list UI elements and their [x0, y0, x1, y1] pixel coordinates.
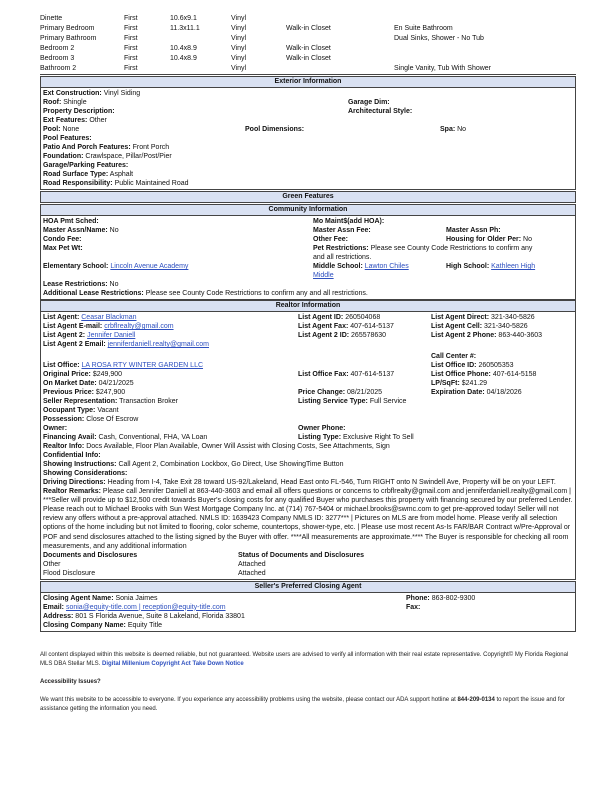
list-agent-direct-value: 321-340-5826 [491, 314, 535, 321]
list-agent-link[interactable]: Ceasar Blackman [81, 314, 137, 321]
label: On Market Date: [43, 380, 97, 387]
label: Elementary School: [43, 263, 109, 270]
label: Architectural Style: [348, 108, 413, 115]
room-dims: 10.4x8.9 [170, 45, 197, 52]
label: Pool Features: [43, 135, 92, 142]
ext-features-value: Other [89, 117, 107, 124]
room-row [40, 44, 576, 54]
patio-value: Front Porch [132, 144, 170, 151]
room-name: Dinette [40, 15, 63, 22]
exterior-header: Exterior Information [41, 76, 575, 88]
label: Listing Type: [298, 434, 342, 441]
foundation-value: Crawlspace, Pillar/Post/Pier [85, 153, 172, 160]
room-row [40, 34, 576, 44]
label: List Agent 2 Email: [43, 341, 106, 348]
label: Pool: [43, 126, 61, 133]
label: Confidential Info: [43, 452, 101, 459]
pet-restrictions-cont: and all restrictions. [313, 254, 372, 261]
green-header: Green Features [41, 191, 575, 203]
docs-header: Documents and Disclosures [43, 551, 138, 559]
room-features: Walk-in Closet [286, 55, 331, 62]
room-floor: Vinyl [231, 25, 247, 32]
label: Showing Instructions: [43, 461, 117, 468]
orig-price-value: $249,900 [92, 371, 123, 378]
closing-phone-value: 863-802-9300 [431, 594, 476, 602]
room-level: First [124, 55, 138, 62]
possession-value: Close Of Escrow [86, 416, 139, 423]
accessibility-text-1: We want this website to be accessible to everyone. If you experience any accessibility problems using the website, please contact our ADA support hotline at [40, 697, 456, 703]
listing-type-value: Exclusive Right To Sell [343, 434, 414, 441]
label: Closing Agent Name: [43, 594, 114, 602]
room-features: Walk-in Closet [286, 25, 331, 32]
label: List Agent: [43, 314, 80, 321]
label: Address: [43, 612, 74, 620]
spa-value: No [457, 126, 467, 133]
driving-directions [43, 478, 573, 487]
label: Additional Lease Restrictions: [43, 290, 144, 297]
label: List Agent 2: [43, 332, 86, 339]
list-agent2-email-link[interactable]: jenniferdaniell.realty@gmail.com [107, 341, 209, 348]
label: Driving Directions: [43, 479, 106, 486]
closing-email-link[interactable]: sonia@equity-title.com | reception@equity-title.com [65, 603, 226, 611]
label: Housing for Older Per: [446, 236, 522, 243]
room-level: First [124, 25, 138, 32]
label: Email: [43, 603, 65, 611]
closing-header: Seller's Preferred Closing Agent [41, 581, 575, 593]
closing-agent-value: Sonia Jaimes [115, 594, 158, 602]
label: Condo Fee: [43, 236, 82, 243]
room-dims: 10.4x8.9 [170, 55, 197, 62]
room-level: First [124, 45, 138, 52]
label: List Office Fax: [298, 371, 349, 378]
label: Owner: [43, 425, 68, 432]
label: List Agent E-mail: [43, 323, 103, 330]
ada-phone: 844-209-0134 [457, 697, 495, 703]
label: Showing Considerations: [43, 470, 128, 477]
list-agent-id-value: 260504068 [345, 314, 381, 321]
list-office-phone-value: 407-614-5158 [492, 371, 537, 378]
remarks-value: Please call Jennifer Daniell at 863-440-3603 and email all offers questions or concerns to crbflrealty@gmail.com and jenniferdaniell.realty@gmail.com | ***Seller will provide up to $12,500 credit towards Buyer's closing costs for any qualified Buyer who purchases this property with financing secured by our preferred Lender. Please reach out to Michael Brooks with Sun West Mortgage Company Inc. at (714) 767-5404 or michael.brooks@swmc.com to get pre-approved today! Seller will not review any offers without a pre-approval attached. NMLS ID: 1639423 Company NMLS ID: 3277*** | Pictures on MLS are from model home. Please verify all selection options of the home including but not limited to flooring, color scheme, countertops, shower-type, etc. | Please use most recent As-Is FAR/BAR Contract w/Pre-Approval or POF and send disclosures attached to the listing signed by the Buyer with offer. ****All measurements are approximate.**** The Buyer is responsible for checking all room measurements, and any additional information [43, 488, 573, 550]
room-name: Bedroom 3 [40, 55, 75, 62]
realtor-remarks [43, 487, 573, 551]
listing-service-value: Full Service [369, 398, 407, 405]
room-floor: Vinyl [231, 35, 247, 42]
doc-status: Attached [238, 569, 266, 577]
label: Garage/Parking Features: [43, 162, 129, 169]
room-name: Primary Bedroom [40, 25, 95, 32]
list-office-id-value: 260505353 [478, 362, 514, 369]
realtor-header: Realtor Information [41, 300, 575, 312]
list-agent-fax-value: 407-614-5137 [350, 323, 394, 330]
financing-value: Cash, Conventional, FHA, VA Loan [98, 434, 208, 441]
label: List Agent Cell: [431, 323, 483, 330]
price-change-value: 08/21/2025 [347, 389, 383, 396]
label: Phone: [406, 594, 430, 602]
label: Other Fee: [313, 236, 349, 243]
page-footer [40, 651, 576, 714]
accessibility-text [40, 696, 576, 714]
list-agent2-link[interactable]: Jennifer Daniell [87, 332, 136, 339]
occupant-value: Vacant [97, 407, 119, 414]
list-agent2-id-value: 265578630 [351, 332, 387, 339]
label: Listing Service Type: [298, 398, 368, 405]
add-lease-value: Please see County Code Restrictions to confirm any and all restrictions. [145, 290, 368, 297]
room-floor: Vinyl [231, 65, 247, 72]
label: Pet Restrictions: [313, 245, 369, 252]
label: Mo Maint$(add HOA): [313, 218, 385, 225]
green-section [40, 191, 576, 203]
label: Patio And Porch Features: [43, 144, 131, 151]
label: List Office: [43, 362, 80, 369]
pool-value: None [62, 126, 80, 133]
label: Expiration Date: [431, 389, 485, 396]
list-agent-email-link[interactable]: crbflrealty@gmail.com [104, 323, 174, 330]
list-agent-cell-value: 321-340-5826 [484, 323, 528, 330]
room-features: Walk-in Closet [286, 45, 331, 52]
label: Previous Price: [43, 389, 94, 396]
middle-school-link-cont[interactable]: Middle [313, 272, 334, 279]
label: Master Assn Fee: [313, 227, 371, 234]
label: HOA Pmt Sched: [43, 218, 99, 225]
disclaimer-text: All content displayed within this website is deemed reliable, but not guaranteed. Website users are advised to verify all information with their real estate representative. Copyright© My Florida Regional MLS DBA Stellar MLS. [40, 652, 569, 667]
room-name: Primary Bathroom [40, 35, 97, 42]
middle-school-link[interactable]: Lawton Chiles [364, 263, 409, 270]
ext-construction-value: Vinyl Siding [103, 90, 141, 97]
on-market-value: 04/21/2025 [98, 380, 134, 387]
label: Realtor Remarks: [43, 488, 101, 496]
listing-report [40, 14, 576, 632]
room-row [40, 14, 576, 24]
doc-status: Attached [238, 560, 266, 568]
room-name: Bathroom 2 [40, 65, 77, 72]
label: Call Center #: [431, 353, 477, 360]
driving-value: Heading from I-4, Take Exit 28 toward US-92/Lakeland, Head East onto FL-546, Turn RIGHT onto N Swindell Ave, Property will be on your LEFT. [107, 479, 556, 486]
label: Spa: [440, 126, 456, 133]
label: Roof: [43, 99, 62, 106]
room-row [40, 54, 576, 64]
room-level: First [124, 65, 138, 72]
label: LP/SqFt: [431, 380, 460, 387]
seller-rep-value: Transaction Broker [119, 398, 179, 405]
label: Fax: [406, 603, 421, 611]
label: Financing Avail: [43, 434, 97, 441]
label: Max Pet Wt: [43, 245, 83, 252]
room-level: First [124, 15, 138, 22]
room-row [40, 64, 576, 75]
label: Possession: [43, 416, 85, 423]
room-dims: 11.3x11.1 [170, 25, 200, 32]
label: Property Description: [43, 108, 115, 115]
label: Closing Company Name: [43, 621, 126, 629]
room-desc: En Suite Bathroom [394, 25, 453, 32]
label: Seller Representation: [43, 398, 118, 405]
label: List Office Phone: [431, 371, 491, 378]
label: Price Change: [298, 389, 346, 396]
room-floor: Vinyl [231, 45, 247, 52]
road-resp-value: Public Maintained Road [114, 180, 189, 187]
closing-company-value: Equity Title [127, 621, 163, 629]
label: Owner Phone: [298, 425, 346, 432]
doc-name: Other [43, 560, 61, 568]
showing-instr-value: Call Agent 2, Combination Lockbox, Go Direct, Use ShowingTime Button [118, 461, 344, 468]
room-dims: 10.6x9.1 [170, 15, 197, 22]
label: Road Responsibility: [43, 180, 113, 187]
realtor-section [40, 300, 576, 580]
rooms-table [40, 14, 576, 76]
docs-status-header: Status of Documents and Disclosures [238, 551, 365, 559]
label: High School: [446, 263, 490, 270]
lp-sqft-value: $241.29 [461, 380, 488, 387]
lease-restrictions-value: No [109, 281, 119, 288]
list-office-link[interactable]: LA ROSA RTY WINTER GARDEN LLC [81, 362, 204, 369]
label: Ext Construction: [43, 90, 102, 97]
high-school-link[interactable]: Kathleen High [491, 263, 536, 270]
prev-price-value: $247,900 [95, 389, 126, 396]
community-header: Community Information [41, 204, 575, 216]
accessibility-heading: Accessibility Issues? [40, 679, 101, 685]
label: Master Assn Ph: [446, 227, 501, 234]
label: List Agent 2 Phone: [431, 332, 497, 339]
label: Ext Features: [43, 117, 88, 124]
disclaimer [40, 651, 576, 669]
room-row [40, 24, 576, 34]
label: Original Price: [43, 371, 91, 378]
label: List Agent 2 ID: [298, 332, 350, 339]
label: Road Surface Type: [43, 171, 109, 178]
dmca-link[interactable]: Digital Millenium Copyright Act Take Down Notice [102, 661, 244, 667]
label: Foundation: [43, 153, 84, 160]
room-desc: Single Vanity, Tub With Shower [394, 65, 492, 72]
elementary-school-link[interactable]: Lincoln Avenue Academy [110, 263, 189, 270]
label: List Agent Direct: [431, 314, 490, 321]
room-desc: Dual Sinks, Shower - No Tub [394, 35, 484, 42]
exterior-section [40, 76, 576, 190]
label: Occupant Type: [43, 407, 96, 414]
label: Middle School: [313, 263, 363, 270]
road-surface-value: Asphalt [109, 171, 134, 178]
label: List Agent ID: [298, 314, 344, 321]
roof-value: Shingle [63, 99, 87, 106]
label: List Office ID: [431, 362, 477, 369]
accessibility-text-2: to report the issue and for assistance getting the information you need. [40, 697, 565, 712]
label: Realtor Info: [43, 443, 85, 450]
label: Garage Dim: [348, 99, 390, 106]
expiration-value: 04/18/2026 [486, 389, 522, 396]
room-name: Bedroom 2 [40, 45, 75, 52]
realtor-info-value: Docs Available, Floor Plan Available, Owner Will Assist with Closing Costs, See Attachments, Sign [86, 443, 390, 450]
pet-restrictions-value: Please see County Code Restrictions to confirm any [370, 245, 533, 252]
list-office-fax-value: 407-614-5137 [350, 371, 395, 378]
list-agent2-phone-value: 863-440-3603 [498, 332, 543, 339]
housing-older-value: No [523, 236, 532, 243]
room-floor: Vinyl [231, 55, 247, 62]
closing-address-value: 801 S Florida Avenue, Suite 8 Lakeland, Florida 33801 [75, 612, 245, 620]
label: Master Assn/Name: [43, 227, 108, 234]
doc-name: Flood Disclosure [43, 569, 96, 577]
label: Pool Dimensions: [245, 126, 305, 133]
label: Lease Restrictions: [43, 281, 108, 288]
master-assn-name-value: No [109, 227, 119, 234]
community-section [40, 204, 576, 300]
closing-section [40, 581, 576, 632]
room-level: First [124, 35, 138, 42]
label: List Agent Fax: [298, 323, 349, 330]
room-floor: Vinyl [231, 15, 247, 22]
